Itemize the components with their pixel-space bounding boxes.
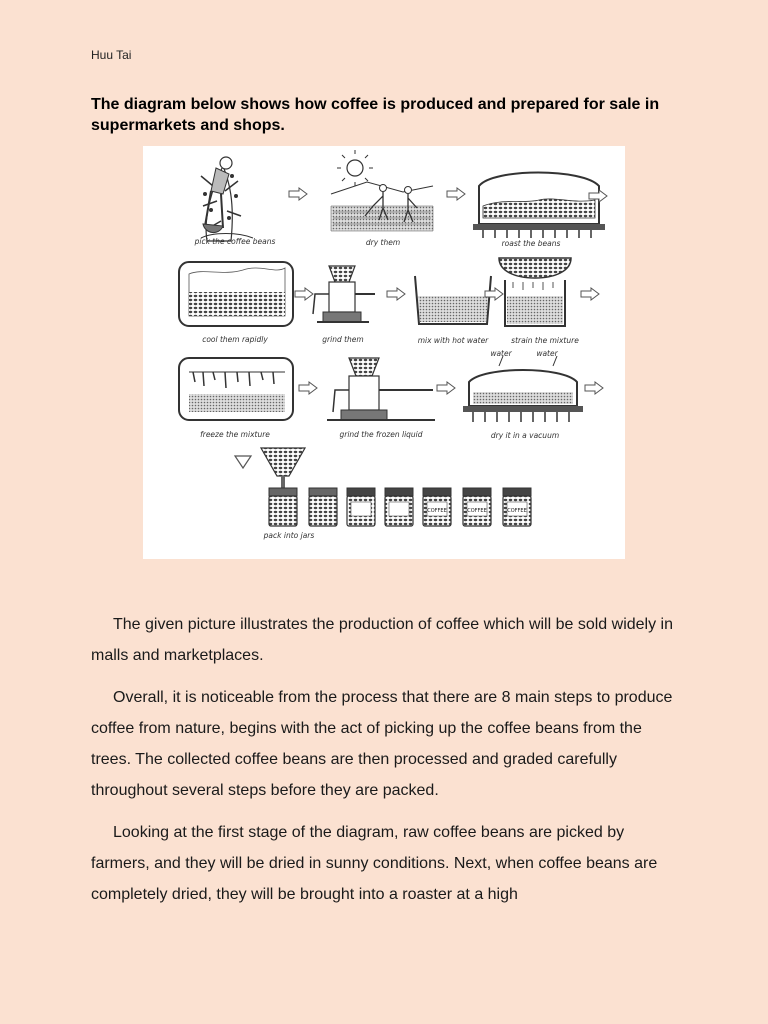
- caption-roast: roast the beans: [501, 239, 561, 248]
- paragraph-text: Overall, it is noticeable from the process that there are 8 main steps to produce coffee from nature, begins with the act of picking up the coffee beans from the trees. The collected coffee beans are then processed and graded carefully throughout several steps before they are packed.: [91, 689, 673, 799]
- stage-pick-illustration: [201, 157, 253, 241]
- jar-5-label: COFFEE: [427, 508, 447, 514]
- stage-pack-illustration: [261, 448, 531, 526]
- task-heading: The diagram below shows how coffee is produced and prepared for sale in supermarkets and shops.: [91, 96, 660, 134]
- stage-roast-illustration: [473, 173, 605, 239]
- stage-strain-illustration: [499, 258, 571, 326]
- stage-grind-frozen-illustration: [327, 358, 435, 420]
- caption-water-left: water: [490, 349, 512, 358]
- coffee-process-diagram: [143, 146, 625, 559]
- caption-cool: cool them rapidly: [202, 335, 268, 344]
- paragraph-text: The given picture illustrates the production of coffee which will be sold widely in malls and marketplaces.: [91, 616, 673, 664]
- jar-4: [385, 488, 413, 526]
- stage-vacuum-illustration: [463, 356, 583, 422]
- jar-5: [423, 488, 451, 526]
- caption-dry: dry them: [365, 238, 401, 247]
- paragraph-text: Looking at the first stage of the diagram, raw coffee beans are picked by farmers, and they will be dried in sunny conditions. Next, when coffee beans are completely dried, they will be brought into a roaster at a high: [91, 824, 658, 903]
- jar-6: [463, 488, 491, 526]
- jar-3: [347, 488, 375, 526]
- stage-cool-illustration: [179, 262, 293, 326]
- jar-1: [269, 488, 297, 526]
- caption-strain: strain the mixture: [511, 336, 579, 345]
- caption-grind-frozen: grind the frozen liquid: [339, 430, 423, 439]
- stage-freeze-illustration: [179, 358, 293, 420]
- stage-grind-illustration: [313, 266, 375, 322]
- jar-2: [309, 488, 337, 526]
- caption-vacuum: dry it in a vacuum: [490, 431, 560, 440]
- caption-water-right: water: [536, 349, 558, 358]
- essay-paragraph-2: [91, 682, 681, 806]
- caption-freeze: freeze the mixture: [200, 430, 270, 439]
- essay-paragraph-1: [91, 609, 681, 671]
- caption-pick: pick the coffee beans: [194, 237, 276, 246]
- jar-6-label: COFFEE: [467, 508, 487, 514]
- jar-7-label: COFFEE: [507, 508, 527, 514]
- process-diagram-svg: [143, 146, 625, 559]
- down-arrow-icon: [235, 456, 251, 468]
- author-name: Huu Tai: [91, 48, 132, 62]
- caption-mix: mix with hot water: [417, 336, 489, 345]
- essay-paragraph-3: [91, 817, 681, 910]
- stage-dry-illustration: [331, 150, 433, 231]
- jar-7: [503, 488, 531, 526]
- caption-grind: grind them: [322, 335, 364, 344]
- stage-mix-illustration: [415, 276, 491, 324]
- caption-pack: pack into jars: [263, 531, 315, 540]
